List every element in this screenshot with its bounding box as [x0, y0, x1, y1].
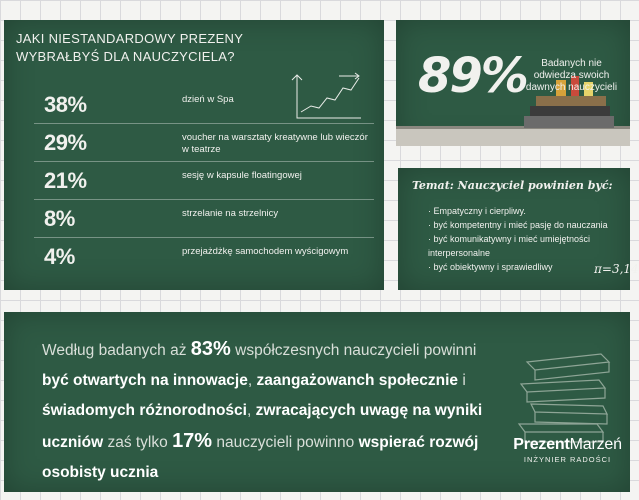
brand-tagline: INŻYNIER RADOŚCI — [523, 455, 612, 464]
survey-answer: sesję w kapsule floatingowej — [182, 170, 302, 181]
survey-percentage: 8% — [44, 206, 75, 231]
survey-row — [4, 92, 384, 124]
trait-item: · być obiektywny i sprawiedliwy — [428, 262, 553, 272]
survey-answer: dzień w Spa — [182, 94, 234, 105]
survey-percentage: 4% — [44, 244, 75, 269]
survey-row — [4, 130, 384, 162]
summary-part: Według badanych aż — [42, 342, 191, 359]
survey-row — [4, 168, 384, 200]
summary-number: 17% — [172, 430, 213, 452]
summary-part: nauczycieli powinno — [212, 434, 359, 451]
summary-bold: zaangażowanch społecznie — [256, 372, 459, 389]
brand-logo — [510, 436, 625, 464]
trait-item: · być komunikatywny i mieć umiejętności interpersonalne — [428, 234, 591, 258]
brand-name-bold: Prezent — [513, 436, 570, 453]
summary-bold: zwracających uwagę na wyniki uczniów — [42, 402, 483, 451]
summary-part: , — [246, 402, 256, 419]
brand-name — [510, 436, 625, 454]
survey-percentage: 29% — [44, 130, 87, 155]
summary-part: i — [458, 372, 466, 389]
summary-part: współczesnych nauczycieli powinni — [230, 342, 477, 359]
traits-title: Temat: Nauczyciel powinien być: — [412, 179, 613, 192]
survey-percentage: 21% — [44, 168, 87, 193]
trait-item: · być kompetentny i mieć pasję do nauczania — [428, 220, 608, 230]
survey-panel — [4, 20, 384, 290]
summary-number: 83% — [190, 338, 231, 360]
row-divider — [34, 199, 374, 200]
row-divider — [34, 237, 374, 238]
row-divider — [34, 123, 374, 124]
survey-percentage: 38% — [44, 92, 87, 117]
trait-item: · Empatyczny i cierpliwy. — [428, 206, 526, 216]
survey-row — [4, 244, 384, 276]
stat-panel — [396, 20, 630, 146]
traits-panel — [398, 168, 639, 290]
survey-title: JAKI NIESTANDARDOWY PREZENY WYBRAŁBYŚ DLA NAUCZYCIELA? — [16, 31, 243, 64]
brand-name-thin: Marzeń — [569, 436, 622, 453]
pi-formula: π=3,14 — [594, 262, 639, 276]
stat-description: Badanych nie odwiedza swoich dawnych nauczycieli — [525, 58, 618, 93]
summary-part: , — [247, 372, 257, 389]
row-divider — [34, 161, 374, 162]
summary-text — [42, 334, 497, 488]
summary-panel — [4, 312, 630, 492]
summary-bold: być otwartych na innowacje — [42, 372, 248, 389]
summary-bold: wspierać rozwój osobisty ucznia — [42, 434, 479, 481]
survey-answer: voucher na warsztaty kreatywne lub wieczór w teatrze — [182, 132, 368, 155]
summary-bold: świadomych różnorodności — [42, 402, 247, 419]
books-stack-icon — [509, 332, 624, 447]
survey-row — [4, 206, 384, 238]
survey-answer: przejażdżkę samochodem wyścigowym — [182, 246, 349, 257]
summary-part: zaś tylko — [103, 434, 173, 451]
survey-answer: strzelanie na strzelnicy — [182, 208, 279, 219]
stat-percentage: 89% — [418, 48, 527, 104]
